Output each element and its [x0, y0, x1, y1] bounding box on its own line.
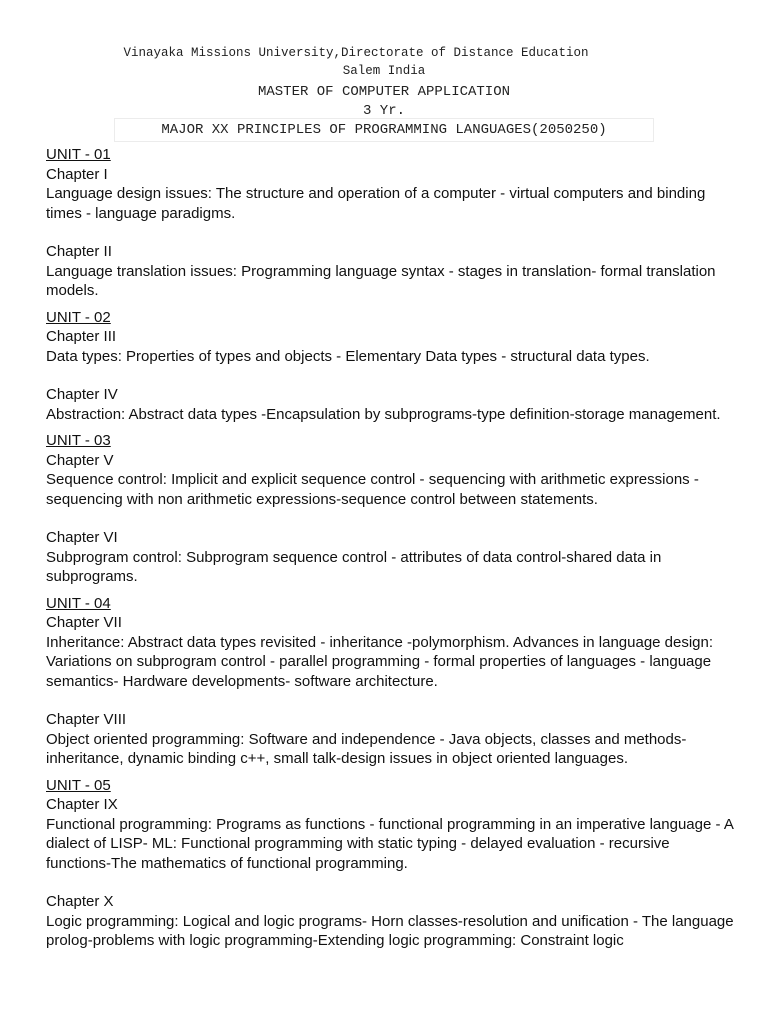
chapter-8-text: Object oriented programming: Software and independence - Java objects, classes and methods- inheritance, dynamic binding c++, small talk-design issues in object oriented languages.	[46, 730, 687, 767]
program-heading: MASTER OF COMPUTER APPLICATION	[257, 84, 511, 100]
chapter-2-text: Language translation issues: Programming language syntax - stages in translation- formal translation models.	[46, 262, 716, 299]
chapter-3-text: Data types: Properties of types and objects - Elementary Data types - structural data types.	[46, 347, 650, 365]
unit-01-title: UNIT - 01	[46, 146, 111, 163]
unit-02-title: UNIT - 02	[46, 308, 111, 326]
chapter-5-title: Chapter V	[46, 451, 114, 469]
university-heading: Vinayaka Missions University,Directorate of Distance Education	[123, 46, 589, 60]
course-title: MAJOR XX PRINCIPLES OF PROGRAMMING LANGUAGES(2050250)	[161, 122, 607, 138]
spacer	[46, 223, 736, 242]
spacer	[46, 691, 736, 710]
chapter-1-text: Language design issues: The structure and operation of a computer - virtual computers and binding times - language paradigms.	[46, 185, 706, 222]
spacer	[46, 509, 736, 528]
chapter-1-title: Chapter I	[46, 165, 108, 183]
chapter-4-text: Abstraction: Abstract data types -Encapsulation by subprograms-type definition-storage management.	[46, 405, 721, 423]
chapter-10-text: Logic programming: Logical and logic programs- Horn classes-resolution and unification - The language prolog-problems with logic programming-Extending logic programming: Constraint logic	[46, 912, 734, 949]
chapter-4-title: Chapter IV	[46, 386, 118, 403]
chapter-8-title: Chapter VIII	[46, 711, 127, 728]
chapter-9-title: Chapter IX	[46, 796, 118, 813]
unit-03-title: UNIT - 03	[46, 432, 111, 449]
chapter-2-title: Chapter II	[46, 243, 112, 260]
syllabus-content	[46, 145, 736, 951]
location-heading: Salem India	[342, 64, 426, 78]
unit-05-title: UNIT - 05	[46, 776, 111, 794]
chapter-5-text: Sequence control: Implicit and explicit sequence control - sequencing with arithmetic expressions - sequencing with non arithmetic expressions-sequence control between statements.	[46, 471, 699, 508]
spacer	[46, 366, 736, 385]
chapter-6-text: Subprogram control: Subprogram sequence control - attributes of data control-shared data in subprograms.	[46, 548, 662, 585]
chapter-9-text: Functional programming: Programs as functions - functional programming in an imperative language - A dialect of LISP- ML: Functional programming with static typing - delayed evaluation - recursive functions-The mathematics of functional programming.	[46, 815, 734, 872]
chapter-10-title: Chapter X	[46, 893, 114, 910]
duration-heading: 3 Yr.	[362, 103, 405, 119]
chapter-7-title: Chapter VII	[46, 614, 122, 631]
chapter-6-title: Chapter VI	[46, 529, 118, 546]
spacer	[46, 873, 736, 892]
chapter-3-title: Chapter III	[46, 328, 117, 345]
chapter-7-text: Inheritance: Abstract data types revisited - inheritance -polymorphism. Advances in language design: Variations on subprogram control - parallel programming - formal properties of languages - language semantics- Hardware developments- software architecture.	[46, 633, 714, 690]
unit-04-title: UNIT - 04	[46, 594, 111, 612]
